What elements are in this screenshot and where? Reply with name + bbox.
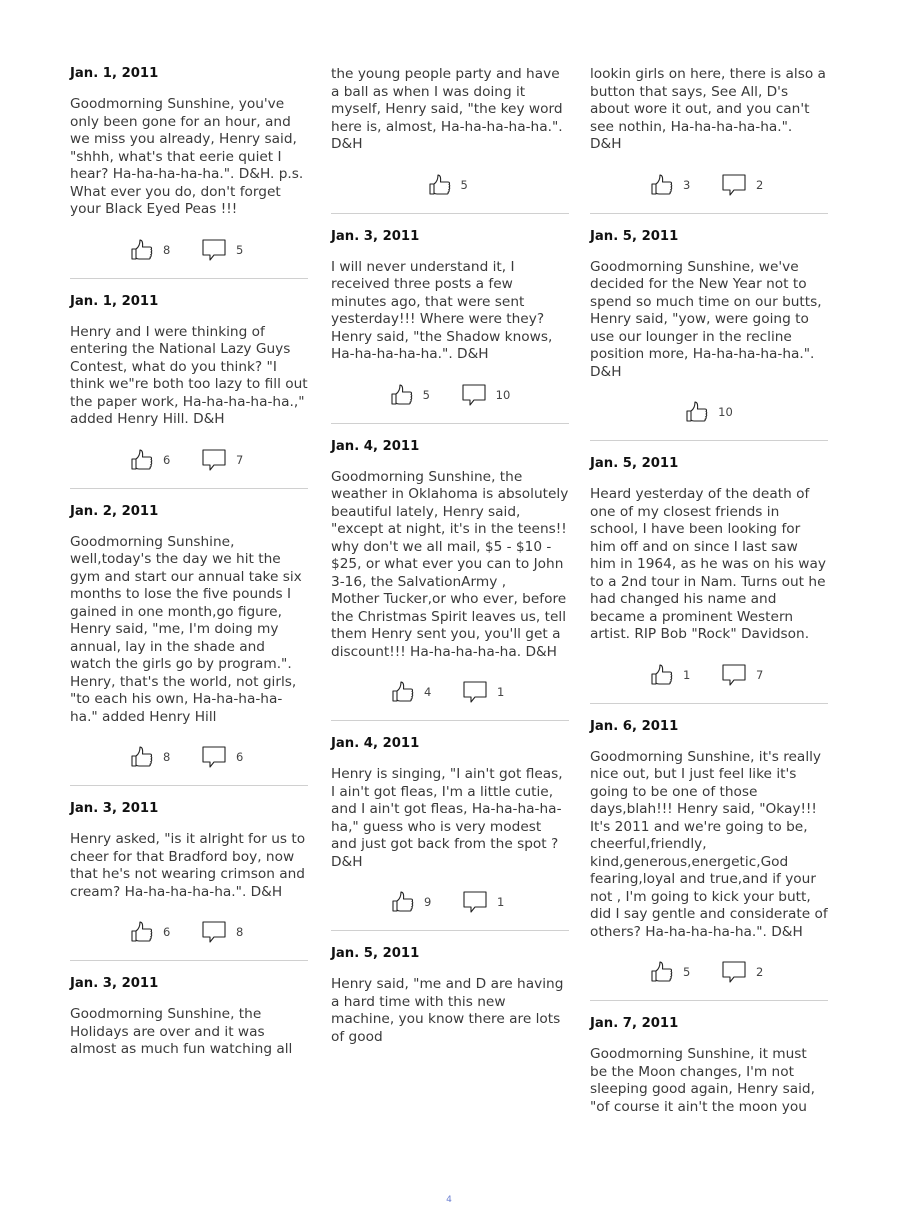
- post-date: Jan. 4, 2011: [331, 736, 420, 751]
- thumbs-up-icon: [130, 920, 154, 944]
- post-text: Henry and I were thinking of entering the National Lazy Guys Contest, what do you think? "I think we"re both too lazy to fill out the paper work, Ha-ha-ha-ha-ha.," added Henry Hill. D&H: [70, 323, 312, 427]
- post-divider: [70, 960, 308, 961]
- post-text: Henry said, "me and D are having a hard time with this new machine, you know there are lots of good: [331, 976, 568, 1045]
- reactions-bar: [590, 664, 828, 686]
- post: [590, 718, 833, 1002]
- post-divider: [331, 930, 569, 931]
- post-date: Jan. 4, 2011: [331, 438, 420, 454]
- like-count: 8: [163, 242, 171, 257]
- comment-button[interactable]: [201, 238, 248, 262]
- like-button[interactable]: [650, 173, 695, 197]
- post: [331, 66, 569, 214]
- reactions-bar: [331, 891, 569, 913]
- like-count: 10: [718, 405, 733, 419]
- like-button[interactable]: [130, 920, 175, 944]
- post: [590, 229, 828, 442]
- post-text: Goodmorning Sunshine, we've decided for the New Year not to spend so much time on our butts, Henry said, "yow, were going to use our lounger in the recline position more, Ha-ha-ha-ha-ha.". D&H: [590, 258, 827, 380]
- reactions-bar: [331, 174, 569, 196]
- post-date: Jan. 3, 2011: [70, 801, 159, 816]
- thumbs-up-icon: [391, 890, 415, 914]
- post-text: lookin girls on here, there is also a button that says, See All, D's about wore it out, and you can't see nothin, Ha-ha-ha-ha-ha.". D&H: [590, 66, 831, 152]
- post-text: Heard yesterday of the death of one of my closest friends in school, I have been looking for him off and on since I last saw him in 1964, as he was on his way to a 2nd tour in Nam. Turns out he had changed his name and became a prominent Western artist. RIP Bob "Rock" Davidson.: [590, 486, 831, 642]
- comment-button[interactable]: [721, 960, 768, 984]
- comment-count: 1: [497, 685, 505, 699]
- reactions-bar: [590, 961, 828, 983]
- post-text: Goodmorning Sunshine, the Holidays are over and it was almost as much fun watching all: [70, 1006, 293, 1057]
- like-count: 6: [163, 925, 171, 939]
- comment-bubble-icon: [201, 448, 227, 472]
- comment-button[interactable]: [201, 448, 248, 472]
- comment-bubble-icon: [201, 238, 227, 262]
- post-text: Goodmorning Sunshine, the weather in Oklahoma is absolutely beautiful lately, Henry said, "except at night, it's in the teens!! why don't we all mail, $5 - $10 - $25, or what ever you can to John 3-16, the SalvationArmy , Mother Tucker,or who ever, before the Christmas Spirit leaves us, tell them Henry sent you, you'll get a discount!!! Ha-ha-ha-ha-ha. D&H: [331, 468, 569, 660]
- thumbs-up-icon: [390, 383, 414, 407]
- comment-bubble-icon: [721, 960, 747, 984]
- reactions-bar: [331, 681, 569, 703]
- thumbs-up-icon: [130, 448, 154, 472]
- post-text: Henry is singing, "I ain't got fleas, I ain't got fleas, I'm a little cutie, and I ain't got fleas, Ha-ha-ha-ha-ha," guess who is very modest and just got back from the spot ? D&H: [331, 766, 567, 870]
- comment-button[interactable]: [721, 173, 768, 197]
- post: [331, 229, 569, 424]
- comment-button[interactable]: [201, 745, 248, 769]
- post-divider: [331, 720, 569, 721]
- like-count: 5: [422, 387, 430, 402]
- post-text: the young people party and have a ball as when I was doing it myself, Henry said, "the key word here is, almost, Ha-ha-ha-ha-ha.". D&H: [331, 66, 567, 152]
- post-text: Goodmorning Sunshine, it must be the Moon changes, I'm not sleeping good again, Henry said, "of course it ain't the moon you: [590, 1046, 820, 1115]
- thumbs-up-icon: [428, 173, 452, 197]
- post-divider: [331, 423, 569, 424]
- like-button[interactable]: [130, 745, 175, 769]
- comment-button[interactable]: [201, 920, 248, 944]
- like-button[interactable]: [130, 238, 175, 262]
- comment-bubble-icon: [201, 920, 227, 944]
- comment-button[interactable]: [462, 680, 509, 704]
- post-divider: [331, 213, 569, 214]
- post-divider: [590, 1000, 828, 1001]
- comment-count: 7: [236, 452, 244, 467]
- comment-count: 6: [236, 750, 244, 764]
- comment-count: 10: [495, 387, 511, 402]
- thumbs-up-icon: [130, 745, 154, 769]
- post-date: Jan. 6, 2011: [590, 718, 679, 734]
- comment-button[interactable]: [461, 383, 511, 407]
- like-button[interactable]: [685, 400, 733, 424]
- post-text: Goodmorning Sunshine, it's really nice out, but I just feel like it's going to be one of those days,blah!!! Henry said, "Okay!!! It's 2011 and we're going to be, cheerful,friendly, kind,generous,energetic,God fearing,loyal and true,and if your not , I'm going to kick your butt, did I say gentle and considerate of others? Ha-ha-ha-ha-ha.". D&H: [590, 748, 833, 940]
- reactions-bar: [331, 384, 569, 406]
- post: [331, 946, 569, 1046]
- comment-count: 2: [756, 965, 764, 979]
- post: [70, 504, 308, 787]
- post: [331, 736, 569, 931]
- post-date: Jan. 3, 2011: [70, 976, 159, 991]
- post-text: I will never understand it, I received three posts a few minutes ago, that were sent yesterday!!! Where were they? Henry said, "the Shadow knows, Ha-ha-ha-ha-ha.". D&H: [331, 258, 557, 362]
- like-count: 3: [683, 177, 691, 192]
- like-count: 5: [460, 177, 468, 192]
- comment-bubble-icon: [462, 890, 488, 914]
- thumbs-up-icon: [130, 238, 154, 262]
- comment-count: 7: [756, 667, 764, 682]
- reactions-bar: [70, 239, 308, 261]
- post-date: Jan. 2, 2011: [70, 503, 159, 519]
- post-divider: [70, 278, 308, 279]
- comment-bubble-icon: [721, 663, 747, 687]
- post-date: Jan. 1, 2011: [70, 293, 159, 309]
- like-button[interactable]: [390, 383, 435, 407]
- comment-count: 1: [497, 895, 505, 909]
- post-date: Jan. 7, 2011: [590, 1016, 679, 1031]
- like-count: 9: [424, 895, 432, 909]
- thumbs-up-icon: [685, 400, 709, 424]
- thumbs-up-icon: [650, 960, 674, 984]
- post-date: Jan. 3, 2011: [331, 228, 420, 244]
- comment-count: 2: [756, 177, 764, 192]
- like-button[interactable]: [391, 680, 436, 704]
- comment-count: 8: [236, 925, 244, 939]
- post-date: Jan. 1, 2011: [70, 66, 159, 81]
- reactions-bar: [590, 174, 828, 196]
- post: [590, 66, 831, 214]
- column-2: [331, 66, 569, 1046]
- post-text: Goodmorning Sunshine, well,today's the day we hit the gym and start our annual take six months to lose the five pounds I gained in one month,go figure, Henry said, "me, I'm doing my annual, lay in the shade and watch the girls go by program.". Henry, that's the world, not girls, "to each his own, Ha-ha-ha-ha-ha." added Henry Hill: [70, 533, 307, 725]
- like-button[interactable]: [391, 890, 436, 914]
- post-date: Jan. 5, 2011: [590, 228, 679, 244]
- comment-bubble-icon: [721, 173, 747, 197]
- like-count: 1: [683, 667, 691, 682]
- post: [331, 439, 569, 722]
- thumbs-up-icon: [391, 680, 415, 704]
- post-text: Goodmorning Sunshine, you've only been gone for an hour, and we miss you already, Henry said, "shhh, what's that eerie quiet I hear? Ha-ha-ha-ha-ha.". D&H. p.s. What ever you do, don't forget your Black Eyed Peas !!!: [70, 96, 308, 217]
- post-divider: [590, 440, 828, 441]
- like-button[interactable]: [428, 173, 473, 197]
- post: [70, 66, 308, 279]
- thumbs-up-icon: [650, 173, 674, 197]
- like-button[interactable]: [650, 663, 695, 687]
- like-button[interactable]: [130, 448, 175, 472]
- post: [70, 976, 308, 1059]
- comment-button[interactable]: [462, 890, 509, 914]
- post-date: Jan. 5, 2011: [331, 946, 420, 961]
- like-count: 6: [163, 452, 171, 467]
- thumbs-up-icon: [650, 663, 674, 687]
- comment-bubble-icon: [461, 383, 487, 407]
- reactions-bar: [70, 746, 308, 768]
- post-divider: [70, 785, 308, 786]
- post-text: Henry asked, "is it alright for us to cheer for that Bradford boy, now that he's not wearing crimson and cream? Ha-ha-ha-ha-ha.". D&H: [70, 831, 310, 900]
- column-1: [70, 66, 312, 1059]
- comment-bubble-icon: [462, 680, 488, 704]
- like-count: 4: [424, 685, 432, 699]
- post-divider: [590, 703, 828, 704]
- post: [70, 293, 312, 489]
- post: [590, 456, 831, 704]
- post-divider: [590, 213, 828, 214]
- post: [590, 1016, 828, 1116]
- like-button[interactable]: [650, 960, 695, 984]
- like-count: 8: [163, 750, 171, 764]
- page-number: 4: [446, 1195, 452, 1205]
- post-divider: [70, 488, 308, 489]
- comment-count: 5: [236, 242, 244, 257]
- reactions-bar: [590, 401, 828, 423]
- column-3: [590, 66, 833, 1116]
- reactions-bar: [70, 449, 308, 471]
- comment-button[interactable]: [721, 663, 768, 687]
- post: [70, 801, 308, 961]
- comment-bubble-icon: [201, 745, 227, 769]
- reactions-bar: [70, 921, 308, 943]
- like-count: 5: [683, 965, 691, 979]
- post-date: Jan. 5, 2011: [590, 456, 679, 471]
